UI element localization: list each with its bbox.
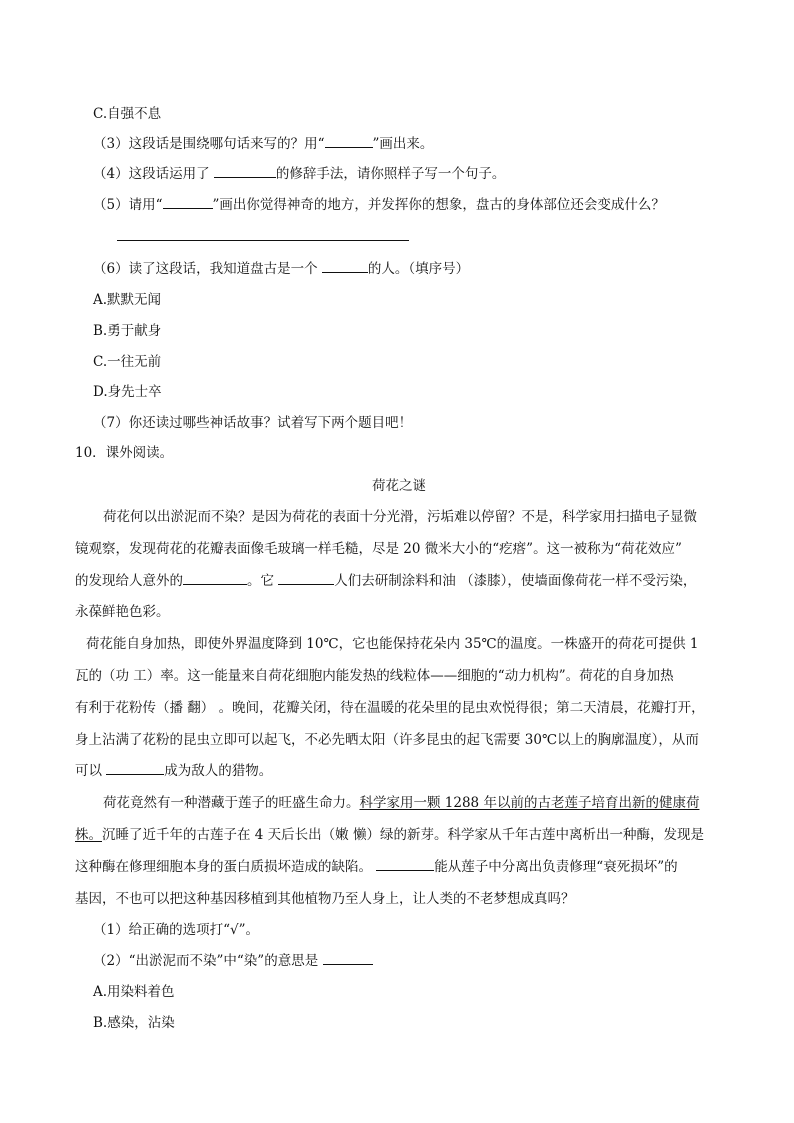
question-5-text: （5）请用“ <box>93 197 163 213</box>
answer-blank[interactable] <box>376 858 434 871</box>
question-6-text: （6）读了这段话，我知道盘古是一个 <box>93 261 322 277</box>
answer-blank[interactable] <box>325 135 373 148</box>
paragraph-2-line <box>75 762 272 780</box>
option-c: C.一往无前 <box>93 354 162 370</box>
paragraph-1-line: 荷花何以出淤泥而不染？是因为荷花的表面十分光滑，污垢难以停留？不是，科学家用扫描电子显微 <box>103 509 697 525</box>
paragraph-text: 可以 <box>75 763 107 779</box>
answer-blank[interactable] <box>278 572 334 585</box>
question-5 <box>93 196 665 214</box>
paragraph-2-line: 荷花能自身加热，即使外界温度降到 10℃，它也能保持花朵内 35℃的温度。一株盛开的荷花可提供 1 <box>86 636 699 652</box>
answer-line[interactable] <box>117 240 409 241</box>
passage-title: 荷花之谜 <box>372 478 426 494</box>
paragraph-text: 的发现给人意外的 <box>75 573 183 589</box>
paragraph-3-line <box>75 826 704 844</box>
paragraph-text: 能从莲子中分离出负责修理“衰死损坏”的 <box>434 859 678 875</box>
paragraph-2-line: 有利于花粉传（播 翻） 。晚间，花瓣关闭，待在温暖的花朵里的昆虫欢悦得很；第二天清晨，花瓣打开， <box>75 700 705 716</box>
answer-blank[interactable] <box>322 260 368 273</box>
question-7: （7）你还读过哪些神话故事？试着写下两个题目吧！ <box>93 415 413 431</box>
paragraph-text: 。它 <box>247 573 279 589</box>
option-d: D.身先士卒 <box>93 384 162 400</box>
question-6-text-end: 的人。（填序号） <box>367 261 470 277</box>
option-a: A.默默无闻 <box>93 292 162 308</box>
question-4-text-end: 的修辞手法，请你照样子写一个句子。 <box>275 166 506 182</box>
answer-blank[interactable] <box>106 762 164 775</box>
question-6 <box>93 260 469 278</box>
paragraph-3-line: 基因，不也可以把这种基因移植到其他植物乃至人身上，让人类的不老梦想成真吗？ <box>75 891 575 907</box>
answer-blank[interactable] <box>163 196 213 209</box>
question-3 <box>93 135 433 153</box>
option-b: B.感染，沾染 <box>93 1015 175 1031</box>
question-3-text: （3）这段话是围绕哪句话来写的？用“ <box>93 136 325 152</box>
paragraph-text: 沉睡了近千年的古莲子在 4 天后长出（嫩 懒）绿的新芽。科学家从千年古莲中离析出一种酶，发现是 <box>102 827 704 843</box>
paragraph-1-line <box>75 572 696 590</box>
paragraph-3-line <box>75 858 678 876</box>
paragraph-text: 成为敌人的猎物。 <box>164 763 273 779</box>
underlined-sentence: 株。 <box>75 827 102 843</box>
question-4-text: （4）这段话运用了 <box>93 166 214 182</box>
paragraph-3-line <box>103 794 699 812</box>
sub-question-2 <box>93 952 373 970</box>
paragraph-1-line: 镜观察，发现荷花的花瓣表面像毛玻璃一样毛糙，尽是 20 微米大小的“疙瘩”。这一被称为“荷花效应” <box>75 541 682 557</box>
option-b: B.勇于献身 <box>93 323 162 339</box>
paragraph-text: 荷花竟然有一种潜藏于莲子的旺盛生命力。 <box>103 795 360 811</box>
question-3-text-end: ”画出来。 <box>372 136 434 152</box>
sub-question-2-text: （2）“出淤泥而不染”中“染”的意思是 <box>93 953 323 969</box>
paragraph-2-line: 瓦的（功 工）率。这一能量来自荷花细胞内能发热的线粒体——细胞的“动力机构”。荷花的自身加热 <box>75 668 674 684</box>
paragraph-text: 这种酶在修理细胞本身的蛋白质损坏造成的缺陷。 <box>75 859 377 875</box>
option-c-line: C.自强不息 <box>93 106 162 122</box>
paragraph-1-line: 永葆鲜艳色彩。 <box>75 604 170 620</box>
answer-blank[interactable] <box>183 572 247 585</box>
question-10-heading: 10．课外阅读。 <box>75 445 174 461</box>
option-a: A.用染料着色 <box>93 984 175 1000</box>
answer-blank[interactable] <box>323 952 373 965</box>
paragraph-2-line: 身上沾满了花粉的昆虫立即可以起飞，不必先晒太阳（许多昆虫的起飞需要 30℃以上的胸廓温度），从而 <box>75 732 699 748</box>
paragraph-text: 人们去研制涂料和油 （漆膝），使墙面像荷花一样不受污染， <box>334 573 697 589</box>
underlined-sentence: 科学家用一颗 1288 年以前的古老莲子培育出新的健康荷 <box>359 795 700 811</box>
sub-question-1: （1）给正确的选项打“√”。 <box>93 922 259 938</box>
question-4 <box>93 165 505 183</box>
answer-blank[interactable] <box>214 165 276 178</box>
question-5-text-end: ”画出你觉得神奇的地方，并发挥你的想象，盘古的身体部位还会变成什么？ <box>212 197 665 213</box>
